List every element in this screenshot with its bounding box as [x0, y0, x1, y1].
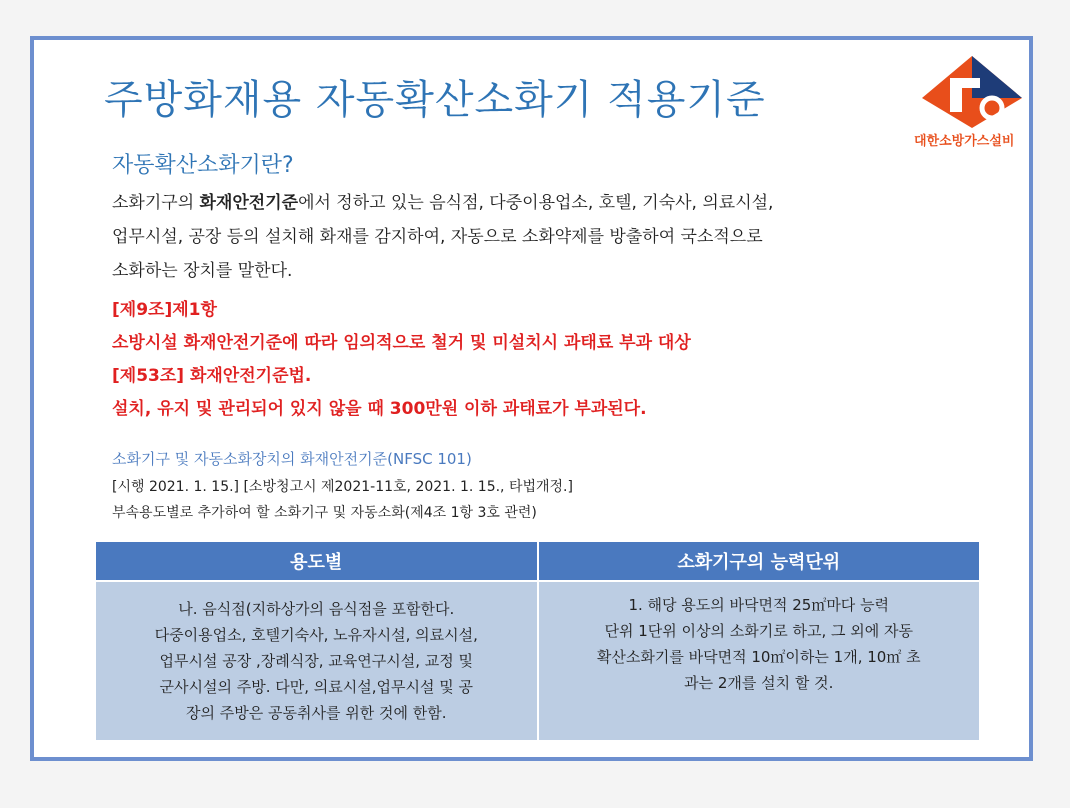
- reference-title: 소화기구 및 자동소화장치의 화재안전기준(NFSC 101): [112, 450, 472, 468]
- penalty-notice: [112, 294, 691, 426]
- section-subhead: 자동확산소화기란?: [112, 153, 294, 178]
- page-title: 주방화재용 자동확산소화기 적용기준: [104, 77, 766, 123]
- reference-line-1: [시행 2021. 1. 15.] [소방청고시 제2021-11호, 2021. 1. 15., 타법개정.]: [112, 479, 573, 495]
- table-header-capacity: 소화기구의 능력단위: [538, 541, 981, 581]
- definition-line-1: 소화기구의 화재안전기준에서 정하고 있는 음식점, 다중이용업소, 호텔, 기숙사, 의료시설,: [112, 193, 774, 213]
- company-logo-caption: 대한소방가스설비: [914, 134, 1015, 149]
- reference-line-2: 부속용도별로 추가하여 할 소화기구 및 자동소화(제4조 1항 3호 관련): [112, 505, 537, 521]
- table-row: [95, 581, 980, 741]
- table-header-usage: 용도별: [95, 541, 538, 581]
- usage-cell: 나. 음식점(지하상가의 음식점을 포함한다. 다중이용업소, 호텔기숙사, 노유자시설, 의료시설, 업무시설 공장 ,장례식장, 교육연구시설, 교정 및 군사시설의 주방. 다만, 의료시설,업무시설 및 공 장의 주방은 공동취사를 위한 것에 한함.: [95, 581, 538, 741]
- capacity-cell: 1. 해당 용도의 바닥면적 25㎡마다 능력 단위 1단위 이상의 소화기로 하고, 그 외에 자동 확산소화기를 바닥면적 10㎡이하는 1개, 10㎡ 초 과는 2개를 설치 할 것.: [538, 581, 981, 741]
- penalty-line: 설치, 유지 및 관리되어 있지 않을 때 300만원 이하 과태료가 부과된다.: [112, 399, 647, 419]
- definition-paragraph: [112, 186, 773, 288]
- definition-line-2: 업무시설, 공장 등의 설치해 화재를 감지하여, 자동으로 소화약제를 방출하여 국소적으로: [112, 227, 763, 247]
- definition-line-3: 소화하는 장치를 말한다.: [112, 261, 293, 281]
- bold-term: 화재안전기준: [199, 193, 299, 213]
- criteria-table: [94, 540, 981, 742]
- penalty-line: [제53조] 화재안전기준법.: [112, 366, 312, 386]
- slide: [30, 36, 1033, 761]
- penalty-line: 소방시설 화재안전기준에 따라 임의적으로 철거 및 미설치시 과태료 부과 대상: [112, 333, 691, 353]
- penalty-line: [제9조]제1항: [112, 300, 217, 320]
